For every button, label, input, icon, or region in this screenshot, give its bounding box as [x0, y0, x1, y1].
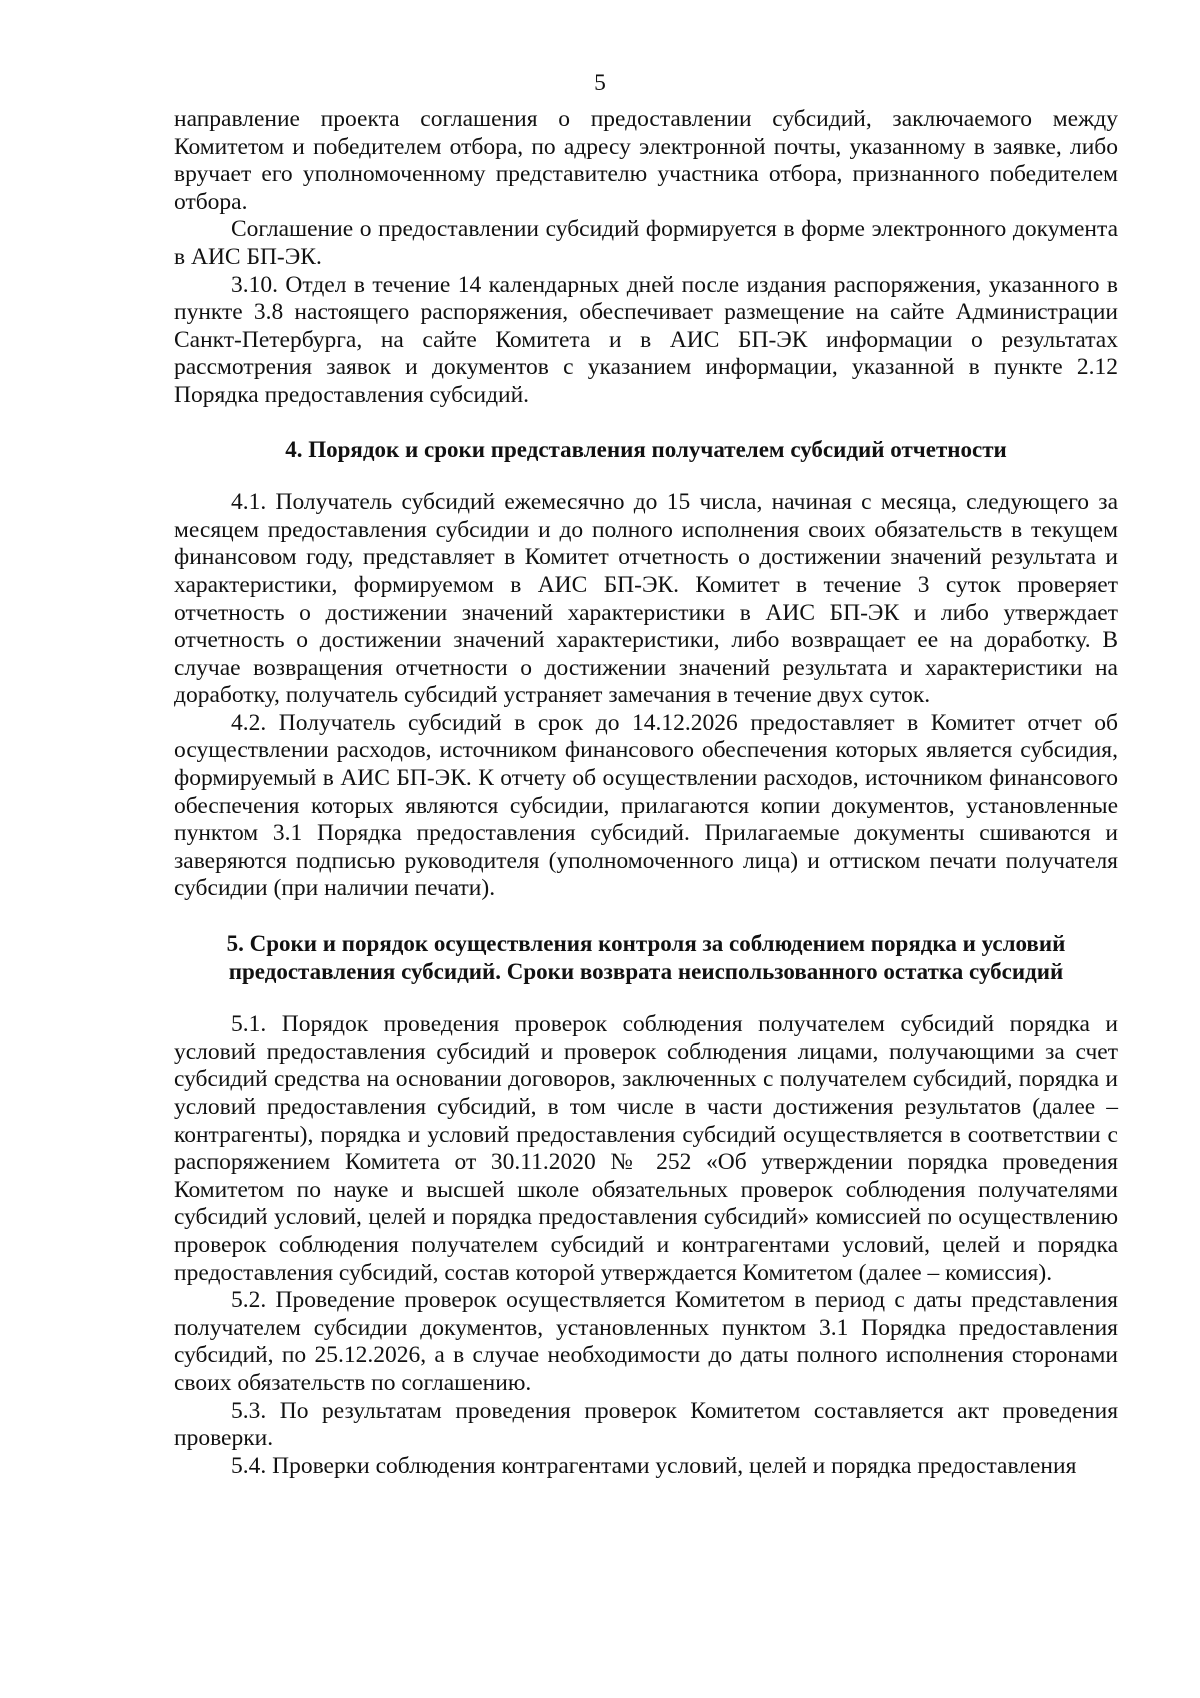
- paragraph-4-1: 4.1. Получатель субсидий ежемесячно до 15 числа, начиная с месяца, следующего за месяцем предоставления субсидии и до полного исполнения своих обязательств в текущем финансовом году, представляет в Комитет отчетность о достижении значений результата и характеристики, формируемом в АИС БП-ЭК. Комитет в течение 3 суток проверяет отчетность о достижении значений характеристики в АИС БП-ЭК и либо утверждает отчетность о достижении значений характеристики, либо возвращает ее на доработку. В случае возвращения отчетности о достижении значений результата и характеристики на доработку, получатель субсидий устраняет замечания в течение двух суток.: [174, 489, 1118, 709]
- section-5-heading-line-2: предоставления субсидий. Сроки возврата неиспользованного остатка субсидий: [228, 958, 1064, 984]
- paragraph-continuation: направление проекта соглашения о предоставлении субсидий, заключаемого между Комитетом и победителем отбора, по адресу электронной почты, указанному в заявке, либо вручает его уполномоченному представителю участника отбора, признанного победителем отбора.: [174, 106, 1118, 215]
- paragraph-5-1: 5.1. Порядок проведения проверок соблюдения получателем субсидий порядка и условий предоставления субсидий и проверок соблюдения лицами, получающими за счет субсидий средства на основании договоров, заключенных с получателем субсидий, порядка и условий предоставления субсидий, в том числе в части достижения результатов (далее – контрагенты), порядка и условий предоставления субсидий осуществляется в соответствии с распоряжением Комитета от 30.11.2020 № 252 «Об утверждении порядка проведения Комитетом по науке и высшей школе обязательных проверок соблюдения получателями субсидий условий, целей и порядка предоставления субсидий» комиссией по осуществлению проверок соблюдения получателем субсидий и контрагентами условий, целей и порядка предоставления субсидий, состав которой утверждается Комитетом (далее – комиссия).: [174, 1011, 1118, 1286]
- paragraph-4-2: 4.2. Получатель субсидий в срок до 14.12.2026 предоставляет в Комитет отчет об осуществлении расходов, источником финансового обеспечения которых является субсидия, формируемый в АИС БП-ЭК. К отчету об осуществлении расходов, источником финансового обеспечения которых являются субсидии, прилагаются копии документов, установленные пунктом 3.1 Порядка предоставления субсидий. Прилагаемые документы сшиваются и заверяются подписью руководителя (уполномоченного лица) и оттиском печати получателя субсидии (при наличии печати).: [174, 709, 1118, 902]
- paragraph-agreement-format: Соглашение о предоставлении субсидий формируется в форме электронного документа в АИС БП-ЭК.: [174, 216, 1118, 270]
- paragraph-3-10: 3.10. Отдел в течение 14 календарных дней после издания распоряжения, указанного в пункте 3.8 настоящего распоряжения, обеспечивает размещение на сайте Администрации Санкт-Петербурга, на сайте Комитета и в АИС БП-ЭК информации о результатах рассмотрения заявок и документов с указанием информации, указанной в пункте 2.12 Порядка предоставления субсидий.: [174, 271, 1118, 408]
- section-5-heading-line-1: 5. Сроки и порядок осуществления контроля за соблюдением порядка и условий: [226, 931, 1066, 957]
- document-body: [174, 106, 1118, 1480]
- section-5-heading: [174, 930, 1118, 985]
- section-4-heading: 4. Порядок и сроки представления получателем субсидий отчетности: [285, 436, 1007, 462]
- paragraph-5-4: 5.4. Проверки соблюдения контрагентами условий, целей и порядка предоставления: [231, 1452, 1077, 1479]
- paragraph-5-3: 5.3. По результатам проведения проверок Комитетом составляется акт проведения проверки.: [174, 1397, 1118, 1452]
- paragraph-5-2: 5.2. Проведение проверок осуществляется Комитетом в период с даты представления получателем субсидии документов, установленных пунктом 3.1 Порядка предоставления субсидий, по 25.12.2026, а в случае необходимости до даты полного исполнения сторонами своих обязательств по соглашению.: [174, 1287, 1118, 1396]
- page-number: 5: [594, 70, 606, 96]
